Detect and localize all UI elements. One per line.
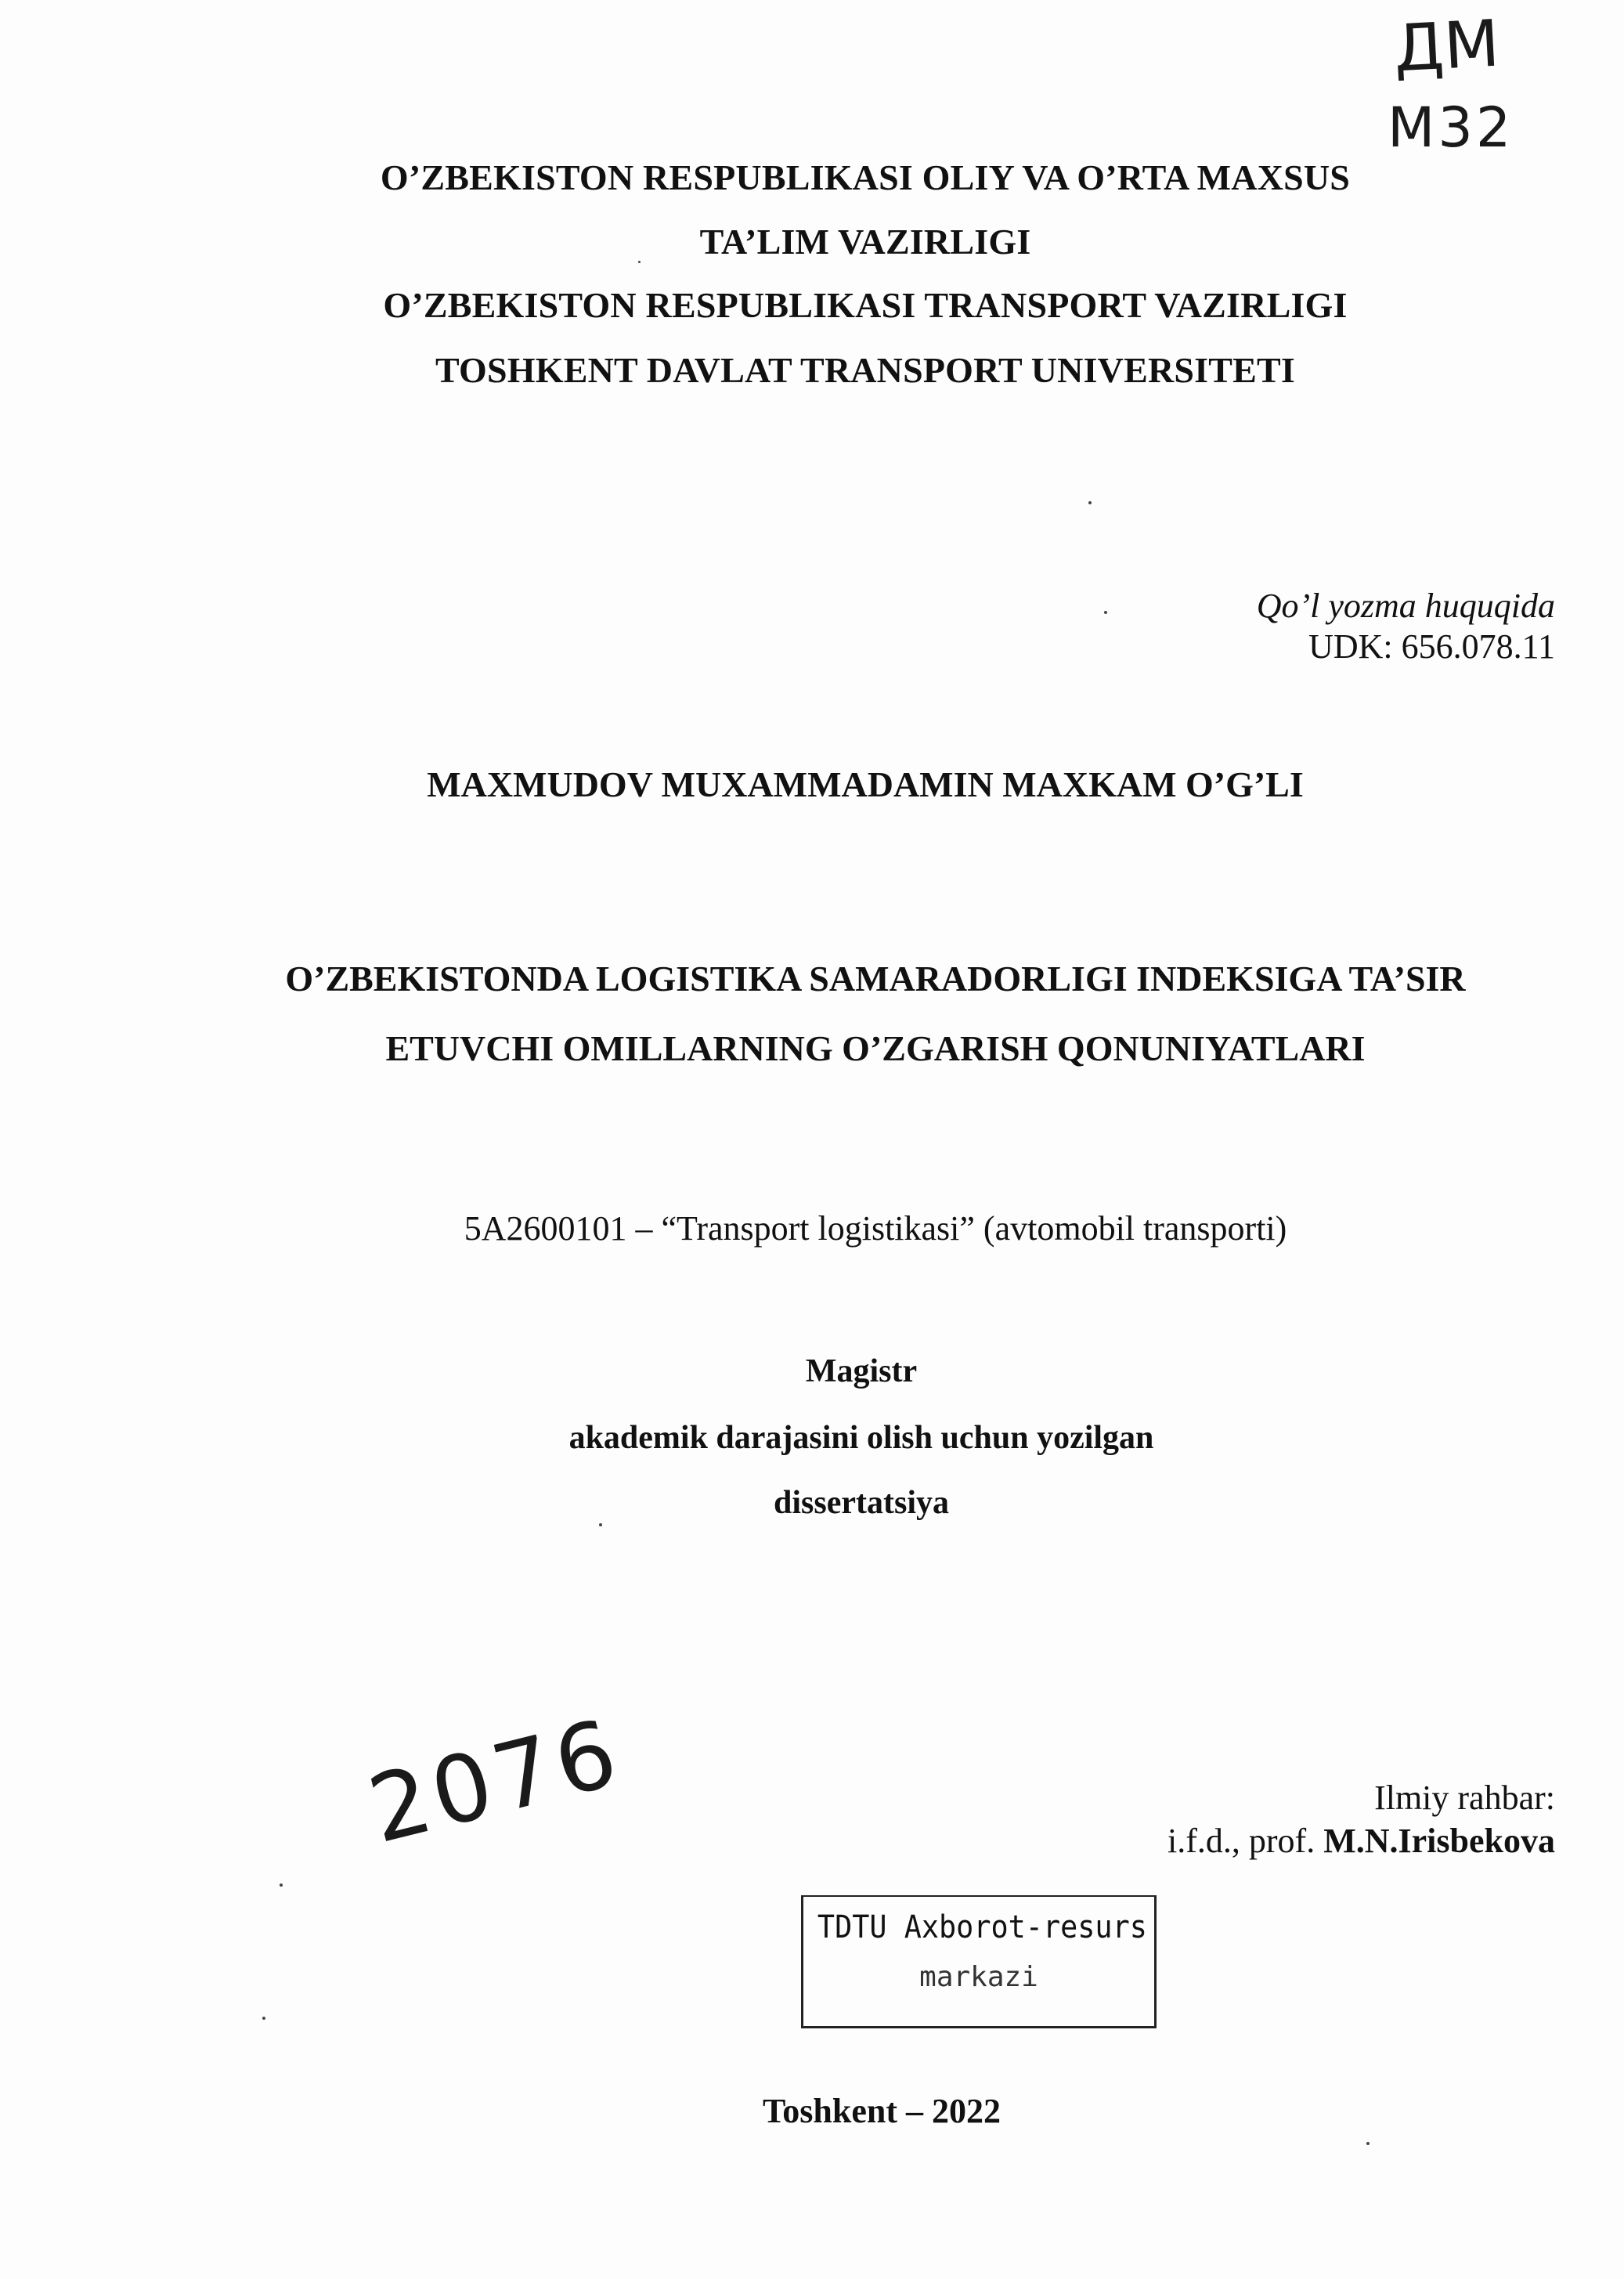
library-stamp: [801, 1895, 1157, 2028]
scan-speck: [262, 2017, 265, 2020]
scan-speck: [599, 1523, 602, 1526]
handwritten-code-top: ДМ: [1391, 6, 1502, 87]
handwritten-number: 2076: [359, 1697, 632, 1865]
degree-line-2: akademik darajasini olish uchun yozilgan: [568, 1420, 1154, 1456]
stamp-line-1: TDTU Axborot-resurs: [817, 1909, 1147, 1945]
scan-speck: [280, 1884, 283, 1887]
header-line-1: O’ZBEKISTON RESPUBLIKASI OLIY VA O’RTA MAXSUS: [380, 157, 1351, 197]
thesis-title-line-1: O’ZBEKISTONDA LOGISTIKA SAMARADORLIGI INDEKSIGA TA’SIR: [285, 959, 1466, 999]
manuscript-rights-label: Qo’l yozma huquqida: [1256, 587, 1555, 625]
header-line-3: O’ZBEKISTON RESPUBLIKASI TRANSPORT VAZIRLIGI: [383, 285, 1348, 325]
header-line-2: TA’LIM VAZIRLIGI: [699, 222, 1031, 262]
scan-speck: [638, 261, 641, 263]
thesis-title-line-2: ETUVCHI OMILLARNING O’ZGARISH QONUNIYATLARI: [385, 1028, 1366, 1068]
supervisor-name: M.N.Irisbekova: [1323, 1822, 1555, 1860]
degree-line-1: Magistr: [805, 1353, 918, 1389]
stamp-line-2: markazi: [919, 1961, 1038, 1993]
degree-line-3: dissertatsiya: [774, 1485, 949, 1521]
header-line-4: TOSHKENT DAVLAT TRANSPORT UNIVERSITETI: [435, 350, 1295, 390]
supervisor-title: i.f.d., prof.: [1167, 1822, 1315, 1860]
author-name: MAXMUDOV MUXAMMADAMIN MAXKAM O’G’LI: [427, 764, 1304, 804]
handwritten-code-bottom: M32: [1388, 96, 1514, 160]
scan-speck: [1366, 2142, 1370, 2145]
scan-speck: [1104, 611, 1107, 614]
city-year: Toshkent – 2022: [762, 2092, 1001, 2130]
specialty-code: 5A2600101 – “Transport logistikasi” (avtomobil transporti): [464, 1209, 1287, 1248]
supervisor-info: [1167, 1821, 1555, 1861]
supervisor-label: Ilmiy rahbar:: [1374, 1779, 1555, 1817]
scan-speck: [1088, 501, 1092, 504]
udk-code: UDK: 656.078.11: [1308, 627, 1555, 666]
